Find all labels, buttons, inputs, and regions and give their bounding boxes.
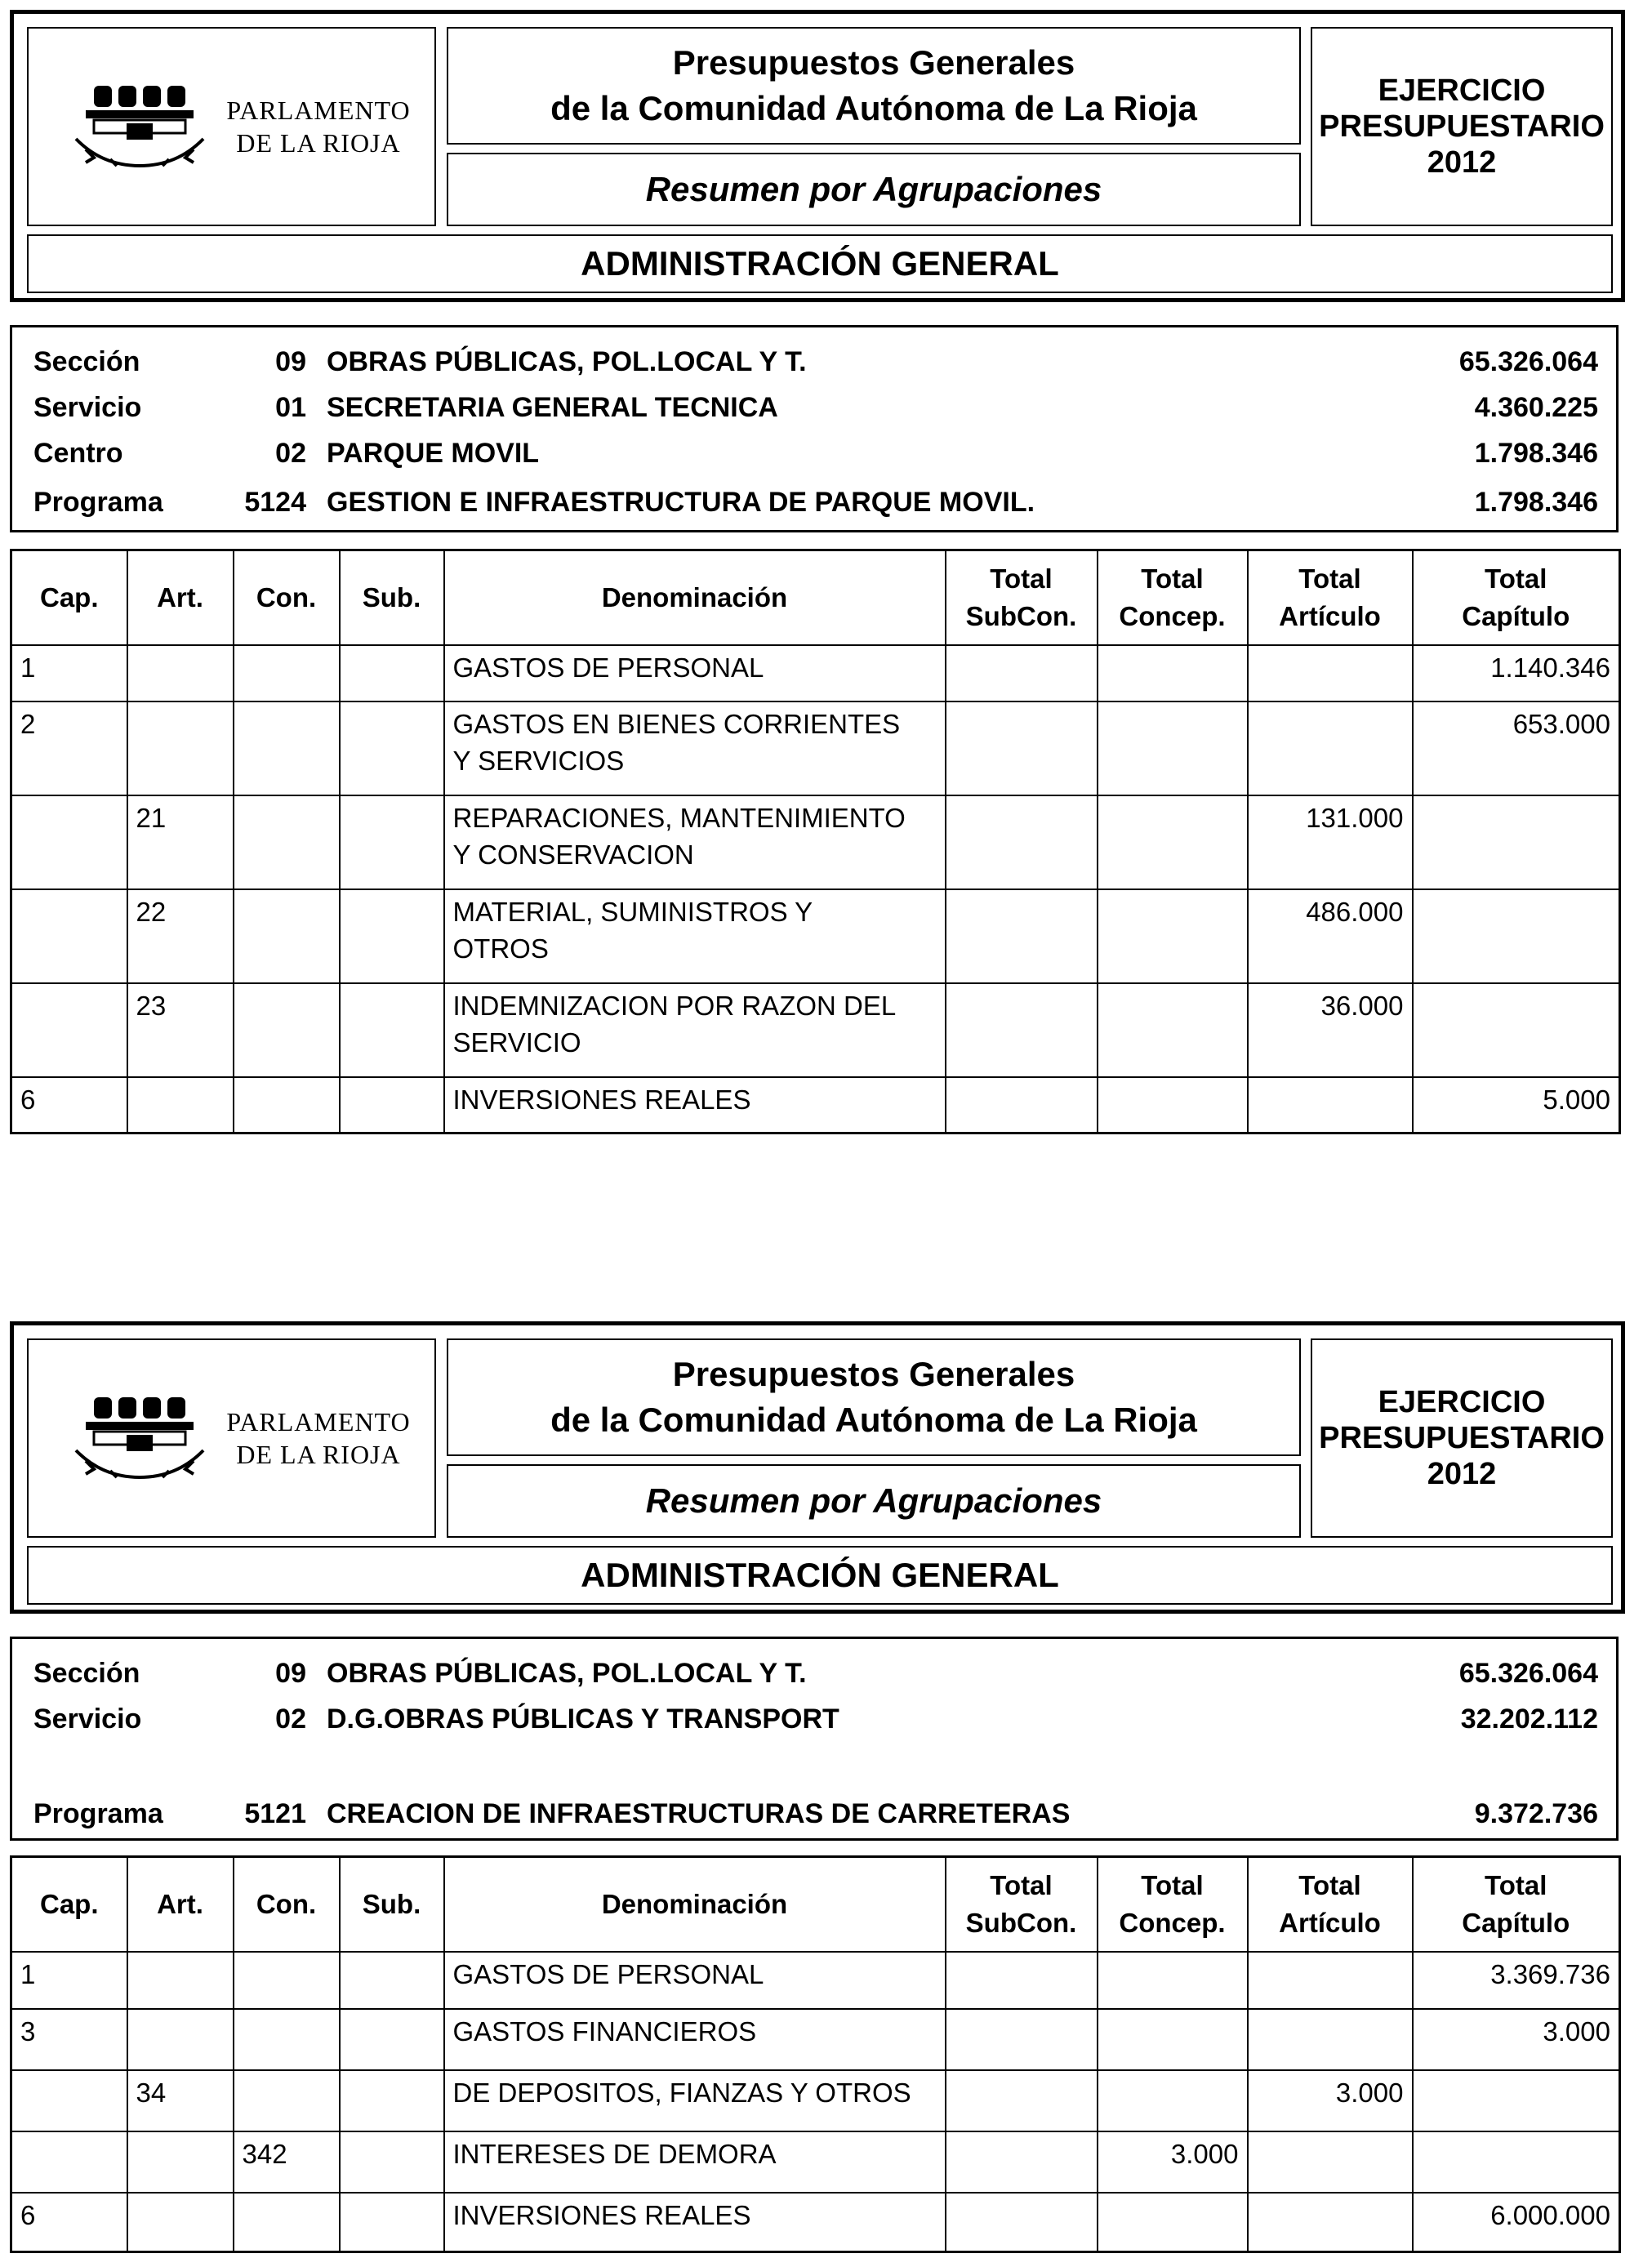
cell-art: 22 xyxy=(127,889,234,983)
col-denominacion: Denominación xyxy=(444,1857,946,1952)
cell-art xyxy=(127,645,234,701)
den-line-2: Y CONSERVACION xyxy=(452,839,694,870)
cell-total-subcon xyxy=(946,889,1098,983)
cell-art xyxy=(127,701,234,795)
cell-cap: 1 xyxy=(11,1952,127,2009)
col-label: Total xyxy=(1298,1869,1361,1900)
cell-denominacion xyxy=(444,889,946,983)
cell-total-articulo xyxy=(1248,1077,1413,1134)
cell-con xyxy=(234,889,340,983)
info-row-servicio xyxy=(12,391,1616,424)
info-amount: 4.360.225 xyxy=(1474,392,1598,423)
cell-total-capitulo: 3.369.736 xyxy=(1413,1952,1620,2009)
ejercicio-year: 2012 xyxy=(1427,1457,1497,1491)
table-row xyxy=(11,1952,1620,2009)
cell-denominacion xyxy=(444,795,946,889)
info-name: OBRAS PÚBLICAS, POL.LOCAL Y T. xyxy=(327,346,807,377)
col-label: Concep. xyxy=(1119,1907,1226,1938)
cell-total-articulo: 36.000 xyxy=(1248,983,1413,1077)
cell-total-concep: 3.000 xyxy=(1098,2131,1248,2193)
ejercicio-line-1: EJERCICIO xyxy=(1378,1385,1546,1419)
cell-total-articulo xyxy=(1248,645,1413,701)
ejercicio-line-2: PRESUPUESTARIO xyxy=(1319,109,1605,144)
cell-total-concep xyxy=(1098,2070,1248,2131)
table-row xyxy=(11,701,1620,795)
cell-total-articulo xyxy=(1248,701,1413,795)
budget-block-1 xyxy=(10,10,1625,1115)
cell-denominacion: DE DEPOSITOS, FIANZAS Y OTROS xyxy=(444,2070,946,2131)
info-row-centro xyxy=(12,437,1616,470)
info-label: Servicio xyxy=(33,1704,142,1735)
cell-total-subcon xyxy=(946,2070,1098,2131)
cell-cap xyxy=(11,2131,127,2193)
info-code: 02 xyxy=(275,438,306,469)
title-line-1: Presupuestos Generales xyxy=(672,1355,1075,1393)
info-name: GESTION E INFRAESTRUCTURA DE PARQUE MOVIL. xyxy=(327,487,1035,518)
col-label: Total xyxy=(1141,563,1204,594)
col-label: Artículo xyxy=(1279,1907,1381,1938)
cell-con xyxy=(234,701,340,795)
table-row xyxy=(11,2193,1620,2252)
title-box xyxy=(447,27,1301,145)
title-box xyxy=(447,1338,1301,1456)
cell-sub xyxy=(340,2070,444,2131)
ejercicio-line-2: PRESUPUESTARIO xyxy=(1319,1421,1605,1455)
ejercicio-line-1: EJERCICIO xyxy=(1378,73,1546,108)
col-label: Total xyxy=(1485,1869,1547,1900)
col-label: Total xyxy=(990,563,1053,594)
info-amount: 1.798.346 xyxy=(1474,438,1598,469)
den-line-1: GASTOS EN BIENES CORRIENTES xyxy=(452,708,901,739)
info-row-programa xyxy=(12,486,1616,519)
logo-box xyxy=(27,1338,436,1538)
col-label: Concep. xyxy=(1119,600,1226,631)
col-total-subcon xyxy=(946,1857,1098,1952)
col-label: Total xyxy=(1485,563,1547,594)
info-amount: 65.326.064 xyxy=(1458,346,1598,377)
info-code: 02 xyxy=(275,1704,306,1735)
logo-text xyxy=(208,1405,429,1471)
info-row-seccion xyxy=(12,1657,1616,1690)
cell-art xyxy=(127,2193,234,2252)
cell-total-articulo: 131.000 xyxy=(1248,795,1413,889)
cell-total-concep xyxy=(1098,1952,1248,2009)
cell-total-capitulo xyxy=(1413,2070,1620,2131)
cell-total-concep xyxy=(1098,2009,1248,2070)
cell-total-subcon xyxy=(946,795,1098,889)
budget-table-1 xyxy=(10,549,1621,1134)
cell-total-capitulo: 6.000.000 xyxy=(1413,2193,1620,2252)
cell-total-concep xyxy=(1098,1077,1248,1134)
subtitle: Resumen por Agrupaciones xyxy=(447,153,1301,226)
col-label: SubCon. xyxy=(965,600,1077,631)
title-line-2: de la Comunidad Autónoma de La Rioja xyxy=(550,89,1197,127)
cell-denominacion: GASTOS DE PERSONAL xyxy=(444,1952,946,2009)
den-line-2: SERVICIO xyxy=(452,1027,581,1058)
logo-line-2: DE LA RIOJA xyxy=(236,128,401,158)
info-name: CREACION DE INFRAESTRUCTURAS DE CARRETERAS xyxy=(327,1798,1071,1829)
cell-con: 342 xyxy=(234,2131,340,2193)
cell-total-concep xyxy=(1098,645,1248,701)
logo-text xyxy=(208,94,429,159)
col-sub: Sub. xyxy=(340,550,444,645)
info-amount: 32.202.112 xyxy=(1460,1704,1598,1735)
table-row xyxy=(11,2131,1620,2193)
info-label: Programa xyxy=(33,487,163,518)
col-con: Con. xyxy=(234,1857,340,1952)
col-art: Art. xyxy=(127,550,234,645)
info-box xyxy=(10,1637,1619,1841)
cell-denominacion: INVERSIONES REALES xyxy=(444,2193,946,2252)
table-row xyxy=(11,795,1620,889)
cell-total-capitulo xyxy=(1413,889,1620,983)
col-label: Capítulo xyxy=(1462,1907,1570,1938)
cell-total-articulo xyxy=(1248,1952,1413,2009)
col-art: Art. xyxy=(127,1857,234,1952)
cell-art xyxy=(127,2009,234,2070)
info-code: 01 xyxy=(275,392,306,423)
col-total-concep xyxy=(1098,550,1248,645)
col-cap: Cap. xyxy=(11,550,127,645)
cell-cap: 6 xyxy=(11,2193,127,2252)
col-total-capitulo xyxy=(1413,550,1620,645)
parliament-logo-icon xyxy=(69,69,208,184)
cell-total-subcon xyxy=(946,701,1098,795)
cell-total-subcon xyxy=(946,2193,1098,2252)
cell-denominacion xyxy=(444,645,946,701)
ejercicio-year: 2012 xyxy=(1427,145,1497,180)
ejercicio-box xyxy=(1311,27,1613,226)
budget-table-2 xyxy=(10,1855,1621,2253)
cell-total-capitulo xyxy=(1413,2131,1620,2193)
den-line-1: GASTOS DE PERSONAL xyxy=(452,652,764,683)
admin-title: ADMINISTRACIÓN GENERAL xyxy=(27,234,1613,293)
cell-art: 23 xyxy=(127,983,234,1077)
info-box xyxy=(10,325,1619,532)
col-denominacion: Denominación xyxy=(444,550,946,645)
info-name: OBRAS PÚBLICAS, POL.LOCAL Y T. xyxy=(327,1658,807,1689)
col-label: SubCon. xyxy=(965,1907,1077,1938)
cell-art: 21 xyxy=(127,795,234,889)
col-label: Total xyxy=(990,1869,1053,1900)
cell-total-subcon xyxy=(946,1077,1098,1134)
col-label: Artículo xyxy=(1279,600,1381,631)
info-label: Centro xyxy=(33,438,123,469)
cell-total-articulo xyxy=(1248,2131,1413,2193)
admin-title: ADMINISTRACIÓN GENERAL xyxy=(27,1546,1613,1605)
cell-total-capitulo: 653.000 xyxy=(1413,701,1620,795)
cell-cap: 2 xyxy=(11,701,127,795)
cell-con xyxy=(234,645,340,701)
den-line-1: INDEMNIZACION POR RAZON DEL xyxy=(452,990,897,1021)
logo-line-1: PARLAMENTO xyxy=(226,96,411,125)
cell-cap: 3 xyxy=(11,2009,127,2070)
table-row xyxy=(11,983,1620,1077)
col-label: Total xyxy=(1298,563,1361,594)
cell-cap xyxy=(11,795,127,889)
cell-total-capitulo xyxy=(1413,795,1620,889)
col-total-articulo xyxy=(1248,550,1413,645)
title-line-2: de la Comunidad Autónoma de La Rioja xyxy=(550,1401,1197,1439)
cell-total-capitulo: 1.140.346 xyxy=(1413,645,1620,701)
cell-total-subcon xyxy=(946,2131,1098,2193)
col-total-articulo xyxy=(1248,1857,1413,1952)
cell-cap xyxy=(11,983,127,1077)
den-line-2: Y SERVICIOS xyxy=(452,745,625,776)
table-row xyxy=(11,889,1620,983)
cell-total-subcon xyxy=(946,1952,1098,2009)
info-amount: 1.798.346 xyxy=(1474,487,1598,518)
cell-sub xyxy=(340,2009,444,2070)
cell-art: 34 xyxy=(127,2070,234,2131)
budget-block-2 xyxy=(10,1321,1625,2230)
cell-sub xyxy=(340,1952,444,2009)
cell-total-articulo: 486.000 xyxy=(1248,889,1413,983)
table-header-row xyxy=(11,1857,1620,1952)
cell-art xyxy=(127,1077,234,1134)
info-amount: 65.326.064 xyxy=(1458,1658,1598,1689)
cell-sub xyxy=(340,701,444,795)
cell-sub xyxy=(340,983,444,1077)
info-row-seccion xyxy=(12,345,1616,378)
cell-con xyxy=(234,2193,340,2252)
logo-box xyxy=(27,27,436,226)
info-code: 5124 xyxy=(244,487,306,518)
cell-con xyxy=(234,1077,340,1134)
info-label: Servicio xyxy=(33,392,142,423)
logo-line-1: PARLAMENTO xyxy=(226,1407,411,1436)
cell-sub xyxy=(340,795,444,889)
cell-con xyxy=(234,1952,340,2009)
table-header-row xyxy=(11,550,1620,645)
cell-total-capitulo: 5.000 xyxy=(1413,1077,1620,1134)
cell-total-concep xyxy=(1098,2193,1248,2252)
cell-con xyxy=(234,2070,340,2131)
cell-sub xyxy=(340,645,444,701)
col-sub: Sub. xyxy=(340,1857,444,1952)
cell-sub xyxy=(340,2131,444,2193)
col-total-subcon xyxy=(946,550,1098,645)
title-line-1: Presupuestos Generales xyxy=(672,43,1075,82)
cell-art xyxy=(127,1952,234,2009)
cell-sub xyxy=(340,2193,444,2252)
cell-denominacion: GASTOS FINANCIEROS xyxy=(444,2009,946,2070)
cell-denominacion: INTERESES DE DEMORA xyxy=(444,2131,946,2193)
cell-total-concep xyxy=(1098,889,1248,983)
cell-cap xyxy=(11,889,127,983)
table-row xyxy=(11,2009,1620,2070)
info-label: Sección xyxy=(33,1658,140,1689)
ejercicio-box xyxy=(1311,1338,1613,1538)
cell-total-subcon xyxy=(946,2009,1098,2070)
cell-cap: 1 xyxy=(11,645,127,701)
info-label: Sección xyxy=(33,346,140,377)
info-name: D.G.OBRAS PÚBLICAS Y TRANSPORT xyxy=(327,1704,839,1735)
cell-total-capitulo: 3.000 xyxy=(1413,2009,1620,2070)
cell-con xyxy=(234,795,340,889)
info-name: SECRETARIA GENERAL TECNICA xyxy=(327,392,778,423)
den-line-1: MATERIAL, SUMINISTROS Y xyxy=(452,896,813,927)
table-row xyxy=(11,2070,1620,2131)
parliament-logo-icon xyxy=(69,1381,208,1495)
info-row-programa xyxy=(12,1797,1616,1830)
table-row xyxy=(11,645,1620,701)
subtitle: Resumen por Agrupaciones xyxy=(447,1464,1301,1538)
cell-total-concep xyxy=(1098,983,1248,1077)
cell-con xyxy=(234,2009,340,2070)
den-line-1: INVERSIONES REALES xyxy=(452,1084,751,1115)
info-row-servicio xyxy=(12,1703,1616,1735)
logo-line-2: DE LA RIOJA xyxy=(236,1440,401,1469)
col-total-concep xyxy=(1098,1857,1248,1952)
cell-cap: 6 xyxy=(11,1077,127,1134)
page-header xyxy=(10,1321,1625,1614)
col-total-capitulo xyxy=(1413,1857,1620,1952)
cell-con xyxy=(234,983,340,1077)
cell-total-articulo xyxy=(1248,2193,1413,2252)
cell-total-subcon xyxy=(946,983,1098,1077)
cell-total-concep xyxy=(1098,701,1248,795)
col-label: Total xyxy=(1141,1869,1204,1900)
cell-denominacion xyxy=(444,983,946,1077)
cell-denominacion xyxy=(444,1077,946,1134)
col-label: Capítulo xyxy=(1462,600,1570,631)
table-row xyxy=(11,1077,1620,1134)
page-header xyxy=(10,10,1625,302)
den-line-2: OTROS xyxy=(452,933,549,964)
cell-denominacion xyxy=(444,701,946,795)
cell-total-articulo: 3.000 xyxy=(1248,2070,1413,2131)
cell-cap xyxy=(11,2070,127,2131)
info-code: 5121 xyxy=(244,1798,306,1829)
cell-art xyxy=(127,2131,234,2193)
den-line-1: REPARACIONES, MANTENIMIENTO xyxy=(452,802,906,833)
col-cap: Cap. xyxy=(11,1857,127,1952)
info-name: PARQUE MOVIL xyxy=(327,438,540,469)
info-code: 09 xyxy=(275,346,306,377)
cell-total-articulo xyxy=(1248,2009,1413,2070)
info-label: Programa xyxy=(33,1798,163,1829)
cell-total-concep xyxy=(1098,795,1248,889)
cell-sub xyxy=(340,889,444,983)
info-amount: 9.372.736 xyxy=(1474,1798,1598,1829)
col-con: Con. xyxy=(234,550,340,645)
cell-sub xyxy=(340,1077,444,1134)
cell-total-subcon xyxy=(946,645,1098,701)
cell-total-capitulo xyxy=(1413,983,1620,1077)
info-code: 09 xyxy=(275,1658,306,1689)
